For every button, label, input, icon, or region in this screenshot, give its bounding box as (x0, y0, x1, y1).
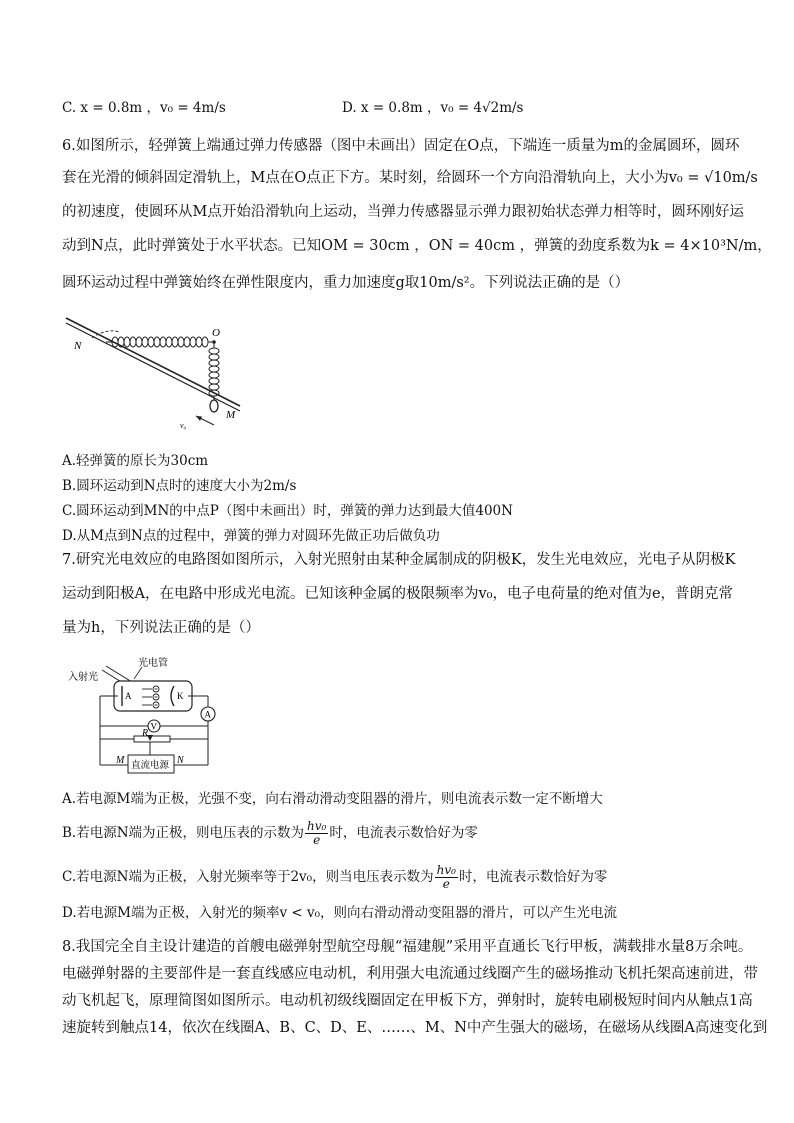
q7-option-c-prefix: C.若电源N端为正极，入射光频率等于2v₀，则当电压表示数为 (62, 869, 434, 885)
horizontal-spring (106, 337, 214, 347)
label-source-m: M (116, 755, 125, 766)
label-ammeter: A (204, 709, 211, 720)
label-m: M (226, 409, 236, 421)
label-n: N (74, 340, 82, 352)
q7-option-b (62, 820, 478, 847)
fraction-numerator: hv₀ (436, 863, 456, 877)
q7-option-b-fraction (305, 820, 328, 847)
q7-option-d: D.若电源M端为正极，入射光的频率v < v₀，则向右滑动滑动变阻器的滑片，可以产生光电流 (62, 905, 618, 921)
q7-circuit-figure (62, 655, 222, 777)
q7-stem-line-1: 7.研究光电效应的电路图如图所示，入射光照射由某种金属制成的阴极K，发生光电效应，光电子从阴极K (62, 552, 736, 568)
fraction-denominator: e (442, 877, 450, 891)
label-anode: A (125, 691, 132, 701)
label-v0: v₀ (180, 421, 187, 430)
q7-stem-line-2: 运动到阳极A，在电路中形成光电流。已知该种金属的极限频率为v₀，电子电荷量的绝对值为e，普朗克常 (62, 586, 734, 602)
q7-option-b-suffix: 时，电流表示数恰好为零 (329, 825, 478, 841)
label-photo-tube: 光电管 (138, 658, 168, 669)
fraction-numerator: hv₀ (307, 819, 327, 833)
electrons (142, 686, 159, 708)
label-rheostat: R (142, 728, 149, 739)
label-voltmeter: V (150, 721, 157, 732)
q6-stem-line-3: 的初速度，使圆环从M点开始沿滑轨向上运动，当弹力传感器显示弹力跟初始状态弹力相等时，圆环刚好运 (62, 204, 744, 220)
q6-stem-line-5: 圆环运动过程中弹簧始终在弹性限度内，重力加速度g取10m/s²。下列说法正确的是（） (62, 275, 630, 291)
q6-stem-line-2: 套在光滑的倾斜固定滑轨上，M点在O点正下方。某时刻，给圆环一个方向沿滑轨向上，大小为v₀ = √10m/s (62, 170, 758, 186)
velocity-arrowhead (196, 416, 202, 421)
q6-stem-line-4: 动到N点，此时弹簧处于水平状态。已知OM = 30cm ，ON = 40cm ，弹簧的劲度系数为k = 4×10³N/m， (62, 238, 772, 254)
q6-option-b: B.圆环运动到N点时的速度大小为2m/s (62, 478, 297, 494)
q6-stem-line-1: 6.如图所示，轻弹簧上端通过弹力传感器（图中未画出）固定在O点，下端连一质量为m的金属圆环，圆环 (62, 138, 740, 154)
q6-option-c: C.圆环运动到MN的中点P（图中未画出）时，弹簧的弹力达到最大值400N (62, 503, 513, 519)
q6-option-d: D.从M点到N点的过程中，弹簧的弹力对圆环先做正功后做负功 (62, 528, 440, 544)
label-dc-source: 直流电源 (131, 761, 170, 771)
q8-stem-line-2: 电磁弹射器的主要部件是一套直线感应电动机，利用强大电流通过线圈产生的磁场推动飞机托架高速前进，带 (62, 966, 758, 982)
q7-option-c (62, 864, 607, 891)
q7-option-a: A.若电源M端为正极，光强不变，向右滑动滑动变阻器的滑片，则电流表示数一定不断增大 (62, 791, 603, 807)
q5-option-d: D. x = 0.8m ，v₀ = 4√2m/s (342, 100, 524, 116)
q7-stem-line-3: 量为h，下列说法正确的是（） (62, 620, 260, 636)
label-source-n: N (177, 755, 184, 766)
label-incident-light: 入射光 (68, 672, 98, 683)
q8-stem-line-3: 动飞机起飞，原理简图如图所示。电动机初级线圈固定在甲板下方，弹射时，旋转电刷极短时间内从触点1高 (62, 993, 753, 1009)
label-cathode: K (177, 691, 184, 701)
q7-option-c-fraction (435, 864, 458, 891)
q5-option-c: C. x = 0.8m ，v₀ = 4m/s (62, 100, 226, 116)
q6-option-a: A.轻弹簧的原长为30cm (62, 453, 209, 469)
q7-option-c-suffix: 时，电流表示数恰好为零 (458, 869, 608, 885)
label-o: O (212, 327, 220, 339)
fraction-denominator: e (313, 833, 321, 847)
q7-option-b-prefix: B.若电源N端为正极，则电压表的示数为 (62, 825, 305, 841)
q8-stem-line-1: 8.我国完全自主设计建造的首艘电磁弹射型航空母舰“福建舰”采用平直通长飞行甲板，满载排水量8万余吨。 (62, 939, 753, 955)
metal-ring (210, 400, 218, 412)
q6-spring-figure (62, 312, 248, 440)
q8-stem-line-4: 速旋转到触点14，依次在线圈A、B、C、D、E、……、M、N中产生强大的磁场，在磁场从线圈A高速变化到 (62, 1020, 768, 1036)
